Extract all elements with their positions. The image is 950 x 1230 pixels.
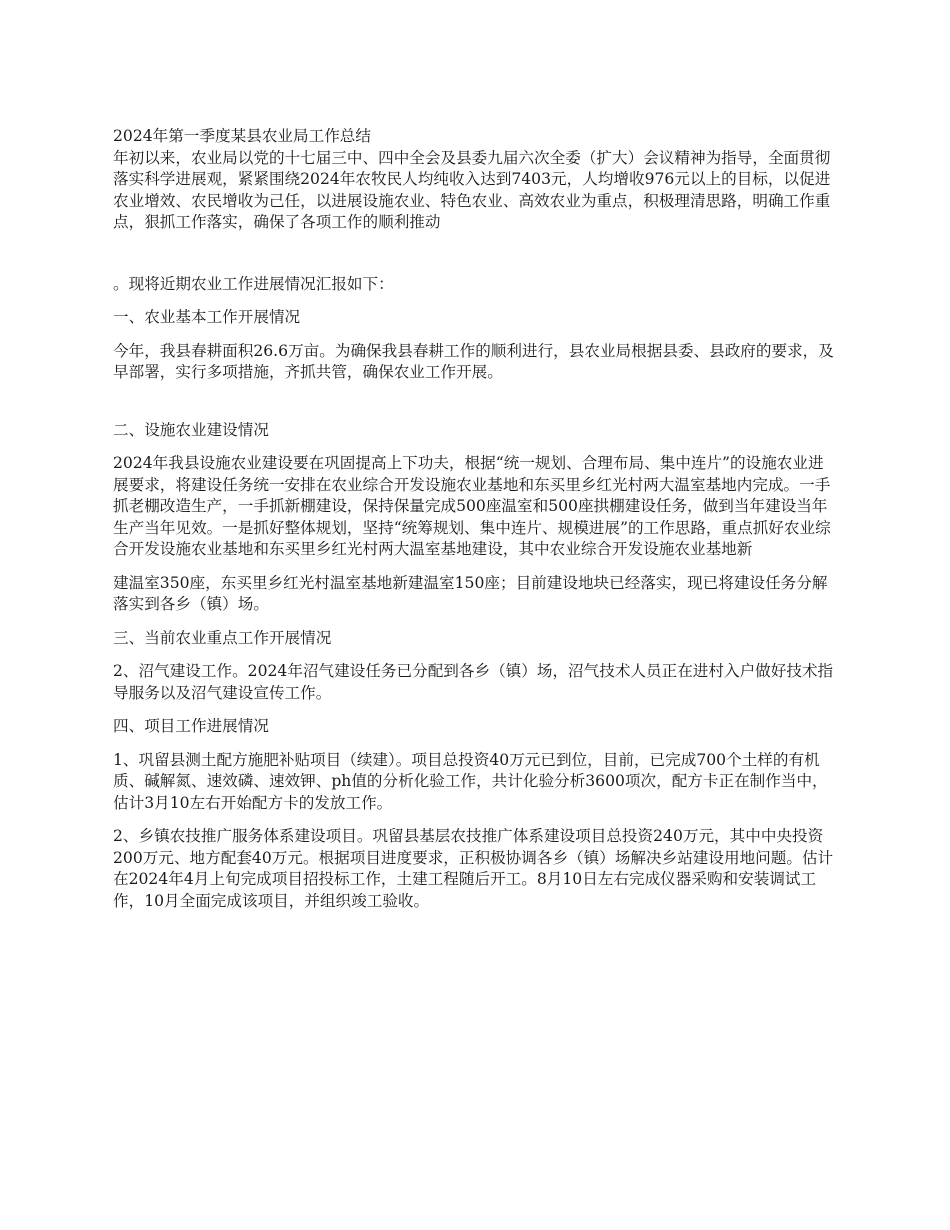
- document-title: 2024年第一季度某县农业局工作总结: [113, 127, 371, 145]
- section-3-heading: 三、当前农业重点工作开展情况: [113, 628, 332, 647]
- section-2-paragraph-1: 2024年我县设施农业建设要在巩固提高上下功夫，根据“统一规划、合理布局、集中连片”的设施农业进展要求，将建设任务统一安排在农业综合开发设施农业基地和东买里乡红光村两大温室基地内完成。一手抓老棚改造生产，一手抓新棚建设，保持保量完成500座温室和500座拱棚建设任务，做到当年建设当年生产当年见效。一是抓好整体规划，坚持“统筹规划、集中连片、规模进展”的工作思路，重点抓好农业综合开发设施农业基地和东买里乡红光村两大温室基地建设，其中农业综合开发设施农业基地新: [113, 454, 831, 558]
- section-4-paragraph-2: 2、乡镇农技推广服务体系建设项目。巩留县基层农技推广体系建设项目总投资240万元，其中中央投资200万元、地方配套40万元。根据项目进度要求，正积极协调各乡（镇）场解决乡站建设用地问题。估计在2024年4月上旬完成项目招投标工作，土建工程随后开工。8月10日左右完成仪器采购和安装调试工作，10月全面完成该项目，并组织竣工验收。: [113, 827, 834, 910]
- section-1-paragraph: 今年，我县春耕面积26.6万亩。为确保我县春耕工作的顺利进行，县农业局根据县委、县政府的要求，及早部署，实行多项措施，齐抓共管，确保农业工作开展。: [113, 341, 834, 381]
- section-4-paragraph-1: 1、巩留县测土配方施肥补贴项目（续建）。项目总投资40万元已到位，目前，已完成700个土样的有机质、碱解氮、速效磷、速效钾、ph值的分析化验工作，共计化验分析3600项次，配方卡正在制作当中，估计3月10左右开始配方卡的发放工作。: [113, 750, 828, 812]
- section-2-heading: 二、设施农业建设情况: [113, 420, 269, 439]
- lead-paragraph: 。现将近期农业工作进展情况汇报如下：: [113, 274, 394, 293]
- section-1-heading: 一、农业基本工作开展情况: [113, 308, 301, 326]
- section-3-paragraph: 2、沼气建设工作。2024年沼气建设任务已分配到各乡（镇）场，沼气技术人员正在进村入户做好技术指导服务以及沼气建设宣传工作。: [113, 662, 834, 702]
- section-4-heading: 四、项目工作进展情况: [113, 717, 269, 735]
- section-2-paragraph-2: 建温室350座，东买里乡红光村温室基地新建温室150座；目前建设地块已经落实，现已将建设任务分解落实到各乡（镇）场。: [113, 573, 828, 613]
- intro-paragraph: 年初以来，农业局以党的十七届三中、四中全会及县委九届六次全委（扩大）会议精神为指导，全面贯彻落实科学进展观，紧紧围绕2024年农牧民人均纯收入达到7403元，人均增收976元以上的目标，以促进农业增效、农民增收为己任，以进展设施农业、特色农业、高效农业为重点，积极理清思路，明确工作重点，狠抓工作落实，确保了各项工作的顺利推动: [113, 148, 831, 231]
